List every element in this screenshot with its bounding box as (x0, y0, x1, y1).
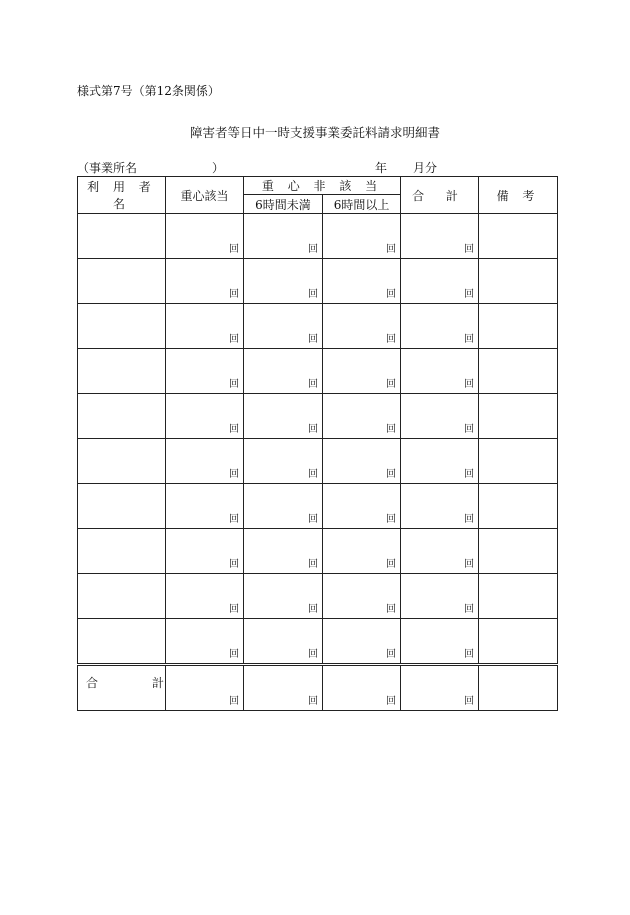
unit-label: 回 (308, 649, 318, 660)
unit-label: 回 (229, 696, 239, 707)
table-row (78, 439, 558, 484)
under-6h-count-cell[interactable] (244, 214, 323, 259)
unit-label: 回 (229, 604, 239, 615)
user-name-cell[interactable] (78, 259, 166, 304)
month-label: 月分 (413, 161, 438, 175)
severe-count-cell[interactable] (166, 214, 244, 259)
total-count-cell[interactable] (401, 214, 479, 259)
document-title: 障害者等日中一時支援事業委託料請求明細書 (189, 125, 440, 140)
total-label-right: 計 (152, 676, 165, 690)
unit-label: 回 (308, 289, 318, 300)
unit-label: 回 (464, 334, 475, 345)
year-label: 年 (375, 161, 388, 175)
severe-count-cell[interactable] (166, 619, 244, 665)
total-cell[interactable] (244, 665, 323, 711)
total-count-cell[interactable] (401, 259, 479, 304)
unit-label: 回 (386, 696, 397, 707)
user-name-cell[interactable] (78, 304, 166, 349)
over-6h-count-cell[interactable] (323, 529, 401, 574)
under-6h-count-cell[interactable] (244, 619, 323, 665)
unit-label: 回 (464, 469, 475, 480)
total-label-left: 合 (86, 676, 99, 690)
header-severe: 重心該当 (166, 177, 244, 214)
unit-label: 回 (386, 469, 397, 480)
remarks-cell[interactable] (479, 394, 558, 439)
form-number: 様式第7号（第12条関係） (77, 84, 220, 98)
over-6h-count-cell[interactable] (323, 574, 401, 619)
table-row (78, 619, 558, 665)
over-6h-count-cell[interactable] (323, 484, 401, 529)
office-name-close: ） (212, 161, 225, 175)
unit-label: 回 (464, 696, 475, 707)
severe-count-cell[interactable] (166, 574, 244, 619)
unit-label: 回 (229, 469, 239, 480)
table-row (78, 349, 558, 394)
unit-label: 回 (386, 604, 397, 615)
unit-label: 回 (386, 244, 397, 255)
unit-label: 回 (229, 289, 239, 300)
under-6h-count-cell[interactable] (244, 259, 323, 304)
unit-label: 回 (308, 604, 318, 615)
total-count-cell[interactable] (401, 529, 479, 574)
unit-label: 回 (229, 244, 239, 255)
unit-label: 回 (229, 379, 239, 390)
unit-label: 回 (386, 289, 397, 300)
user-name-cell[interactable] (78, 214, 166, 259)
header-under-6h: 6時間未満 (244, 195, 323, 214)
total-count-cell[interactable] (401, 304, 479, 349)
unit-label: 回 (386, 424, 397, 435)
user-name-cell[interactable] (78, 394, 166, 439)
unit-label: 回 (386, 559, 397, 570)
unit-label: 回 (464, 289, 475, 300)
total-label (78, 665, 166, 711)
over-6h-count-cell[interactable] (323, 214, 401, 259)
severe-count-cell[interactable] (166, 349, 244, 394)
table-row (78, 484, 558, 529)
unit-label: 回 (229, 334, 239, 345)
unit-label: 回 (308, 559, 318, 570)
header-total: 合 計 (401, 177, 479, 214)
header-remarks: 備 考 (479, 177, 558, 214)
unit-label: 回 (308, 514, 318, 525)
total-count-cell[interactable] (401, 574, 479, 619)
remarks-cell[interactable] (479, 529, 558, 574)
user-name-cell[interactable] (78, 349, 166, 394)
total-cell[interactable] (401, 665, 479, 711)
remarks-cell[interactable] (479, 259, 558, 304)
severe-count-cell[interactable] (166, 394, 244, 439)
user-name-cell[interactable] (78, 574, 166, 619)
table-row (78, 394, 558, 439)
unit-label: 回 (229, 424, 239, 435)
total-count-cell[interactable] (401, 349, 479, 394)
user-name-cell[interactable] (78, 529, 166, 574)
remarks-cell[interactable] (479, 484, 558, 529)
remarks-cell[interactable] (479, 574, 558, 619)
under-6h-count-cell[interactable] (244, 574, 323, 619)
over-6h-count-cell[interactable] (323, 349, 401, 394)
severe-count-cell[interactable] (166, 439, 244, 484)
unit-label: 回 (308, 424, 318, 435)
total-count-cell[interactable] (401, 619, 479, 665)
table-body (78, 214, 558, 711)
severe-count-cell[interactable] (166, 529, 244, 574)
office-name-label: （事業所名 (77, 161, 138, 175)
severe-count-cell[interactable] (166, 304, 244, 349)
user-name-cell[interactable] (78, 439, 166, 484)
unit-label: 回 (464, 379, 475, 390)
remarks-cell[interactable] (479, 349, 558, 394)
table-row (78, 214, 558, 259)
severe-count-cell[interactable] (166, 484, 244, 529)
unit-label: 回 (308, 379, 318, 390)
under-6h-count-cell[interactable] (244, 304, 323, 349)
unit-label: 回 (464, 604, 475, 615)
total-remarks-cell[interactable] (479, 665, 558, 711)
header-user-name: 利 用 者 名 (78, 177, 166, 214)
unit-label: 回 (229, 649, 239, 660)
under-6h-count-cell[interactable] (244, 394, 323, 439)
over-6h-count-cell[interactable] (323, 439, 401, 484)
remarks-cell[interactable] (479, 619, 558, 665)
unit-label: 回 (386, 514, 397, 525)
table-row (78, 574, 558, 619)
over-6h-count-cell[interactable] (323, 259, 401, 304)
unit-label: 回 (386, 334, 397, 345)
total-row (78, 665, 558, 711)
total-count-cell[interactable] (401, 394, 479, 439)
unit-label: 回 (308, 244, 318, 255)
under-6h-count-cell[interactable] (244, 529, 323, 574)
unit-label: 回 (464, 424, 475, 435)
table-row (78, 529, 558, 574)
unit-label: 回 (464, 514, 475, 525)
total-count-cell[interactable] (401, 484, 479, 529)
severe-count-cell[interactable] (166, 259, 244, 304)
under-6h-count-cell[interactable] (244, 484, 323, 529)
unit-label: 回 (464, 244, 475, 255)
under-6h-count-cell[interactable] (244, 349, 323, 394)
remarks-cell[interactable] (479, 304, 558, 349)
unit-label: 回 (229, 559, 239, 570)
user-name-cell[interactable] (78, 484, 166, 529)
unit-label: 回 (386, 379, 397, 390)
unit-label: 回 (464, 649, 475, 660)
user-name-cell[interactable] (78, 619, 166, 665)
unit-label: 回 (308, 696, 318, 707)
over-6h-count-cell[interactable] (323, 619, 401, 665)
unit-label: 回 (308, 469, 318, 480)
unit-label: 回 (308, 334, 318, 345)
under-6h-count-cell[interactable] (244, 439, 323, 484)
remarks-cell[interactable] (479, 439, 558, 484)
over-6h-count-cell[interactable] (323, 304, 401, 349)
office-line (77, 159, 557, 175)
over-6h-count-cell[interactable] (323, 394, 401, 439)
unit-label: 回 (464, 559, 475, 570)
table-row (78, 304, 558, 349)
header-non-severe: 重 心 非 該 当 (244, 177, 401, 195)
billing-table (77, 176, 558, 711)
table-row (78, 259, 558, 304)
header-over-6h: 6時間以上 (323, 195, 401, 214)
unit-label: 回 (386, 649, 397, 660)
total-cell[interactable] (166, 665, 244, 711)
total-cell[interactable] (323, 665, 401, 711)
remarks-cell[interactable] (479, 214, 558, 259)
total-count-cell[interactable] (401, 439, 479, 484)
unit-label: 回 (229, 514, 239, 525)
